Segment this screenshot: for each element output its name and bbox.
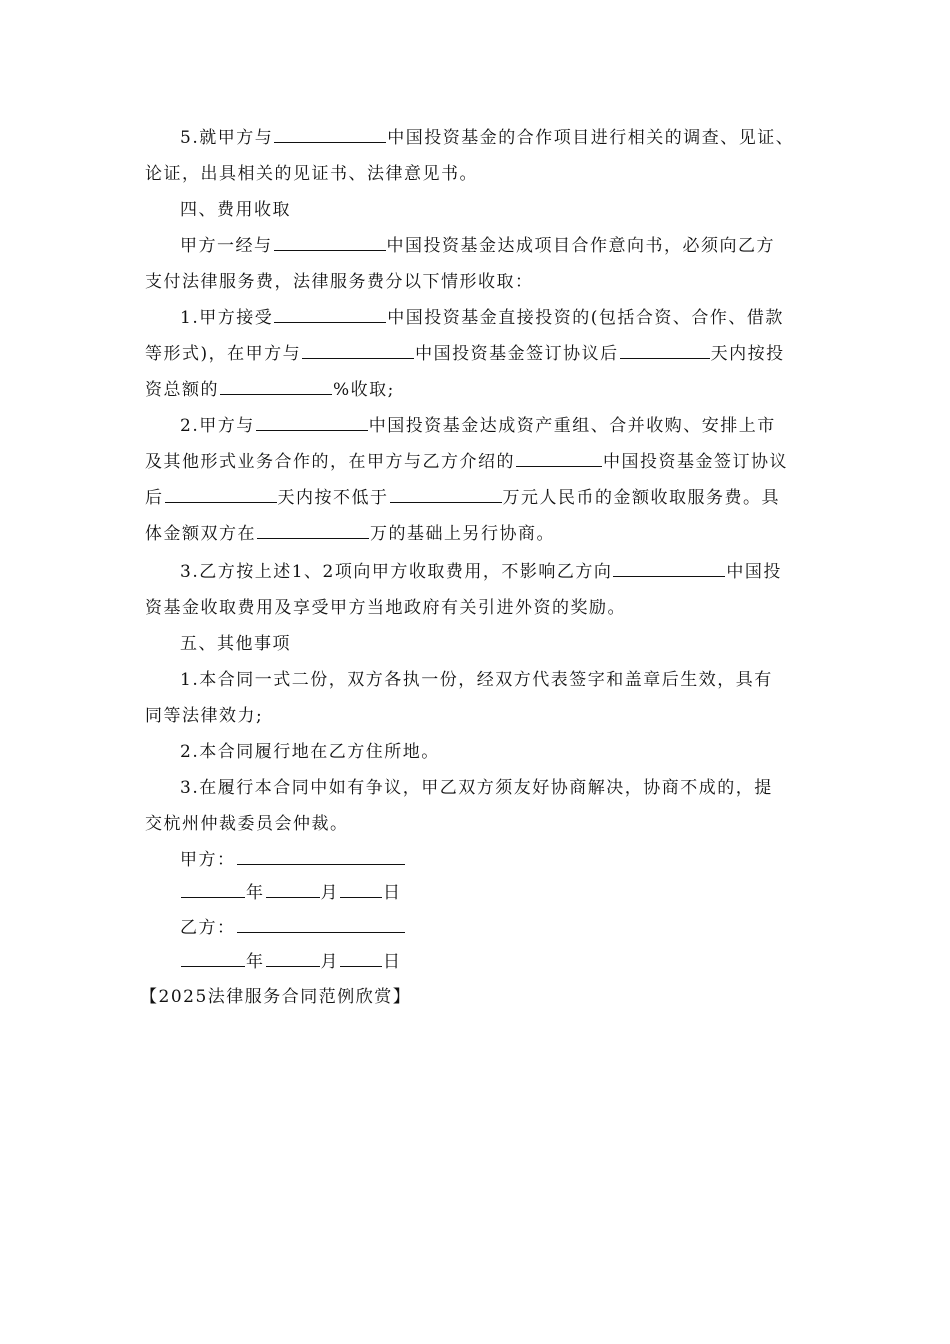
fee-clause-1-cont2 [145,379,395,401]
signature-blank [237,850,405,865]
text: 中国投资基金达成项目合作意向书，必须向乙方 [386,236,775,256]
party-a-date [180,882,402,904]
month-blank [266,952,320,967]
text: 3.乙方按上述1、2项向甲方收取费用，不影响乙方向 [180,562,613,582]
year-blank [181,952,245,967]
heading: 五、其他事项 [180,634,291,654]
footer-title [140,986,411,1008]
fees-intro-cont [145,271,534,293]
text: 后 [145,488,164,508]
text: 1.本合同一式二份，双方各执一份，经双方代表签字和盖章后生效，具有 [180,670,773,690]
text: 3.在履行本合同中如有争议，甲乙双方须友好协商解决，协商不成的，提 [180,778,773,798]
fee-clause-2-cont [145,451,788,473]
blank-field [257,524,369,539]
text: 2.甲方与 [180,416,255,436]
fee-clause-2-cont2 [145,487,780,509]
text: 天内按不低于 [277,488,389,508]
text: 及其他形式业务合作的，在甲方与乙方介绍的 [145,452,515,472]
other-clause-3-cont [145,813,349,835]
month-blank [266,883,320,898]
day-blank [340,883,382,898]
text: 中国投 [726,562,782,582]
fee-clause-2 [180,415,776,437]
blank-field [516,452,602,467]
blank-field [620,344,710,359]
text: 5.就甲方与 [180,128,274,148]
text: 中国投资基金达成资产重组、合并收购、安排上市 [368,416,776,436]
text: 月 [320,952,339,972]
text: 支付法律服务费，法律服务费分以下情形收取： [145,272,534,292]
other-clause-2 [180,741,440,763]
other-clause-1 [180,669,773,691]
blank-field [220,380,332,395]
text: 1.甲方接受 [180,308,274,328]
text: 同等法律效力; [145,706,264,726]
text: 天内按投 [710,344,785,364]
blank-field [274,236,386,251]
text: 年 [246,883,265,903]
blank-field [256,416,368,431]
party-b-signature [180,917,406,939]
text: 体金额双方在 [145,524,256,544]
section-heading-other [180,633,291,655]
text: 资总额的 [145,380,219,400]
party-b-label: 乙方： [180,918,236,938]
day-blank [340,952,382,967]
heading: 四、费用收取 [180,200,291,220]
fee-clause-3-cont [145,597,626,619]
text: 甲方一经与 [180,236,273,256]
blank-field [165,488,277,503]
text: 日 [383,952,402,972]
clause-5 [180,127,794,149]
fee-clause-2-cont3 [145,523,555,545]
text: 交杭州仲裁委员会仲裁。 [145,814,349,834]
party-a-label: 甲方： [180,850,236,870]
signature-blank [237,918,405,933]
text: 论证，出具相关的见证书、法律意见书。 [145,164,478,184]
clause-5-cont [145,163,478,185]
fee-clause-3 [180,561,782,583]
text: 资基金收取费用及享受甲方当地政府有关引进外资的奖励。 [145,598,626,618]
other-clause-1-cont [145,705,263,727]
party-b-date [180,951,402,973]
text: 万元人民币的金额收取服务费。具 [502,488,780,508]
text: 日 [383,883,402,903]
blank-field [302,344,414,359]
text: 中国投资基金的合作项目进行相关的调查、见证、 [387,128,795,148]
fee-clause-1-cont [145,343,785,365]
blank-field [274,128,386,143]
blank-field [274,308,386,323]
year-blank [181,883,245,898]
fee-clause-1 [180,307,784,329]
text: 年 [246,952,265,972]
text: 中国投资基金直接投资的(包括合资、合作、借款 [387,308,784,328]
text: 中国投资基金签订协议 [603,452,788,472]
text: 月 [320,883,339,903]
other-clause-3 [180,777,773,799]
fees-intro [180,235,775,257]
text: 等形式)，在甲方与 [145,344,302,364]
text: 万的基础上另行协商。 [370,524,555,544]
section-heading-fees [180,199,291,221]
text: 【2025法律服务合同范例欣赏】 [140,987,412,1007]
blank-field [613,562,725,577]
text: 2.本合同履行地在乙方住所地。 [180,742,440,762]
party-a-signature [180,849,406,871]
text: 中国投资基金签订协议后 [415,344,619,364]
text: %收取; [333,380,395,400]
blank-field [390,488,502,503]
